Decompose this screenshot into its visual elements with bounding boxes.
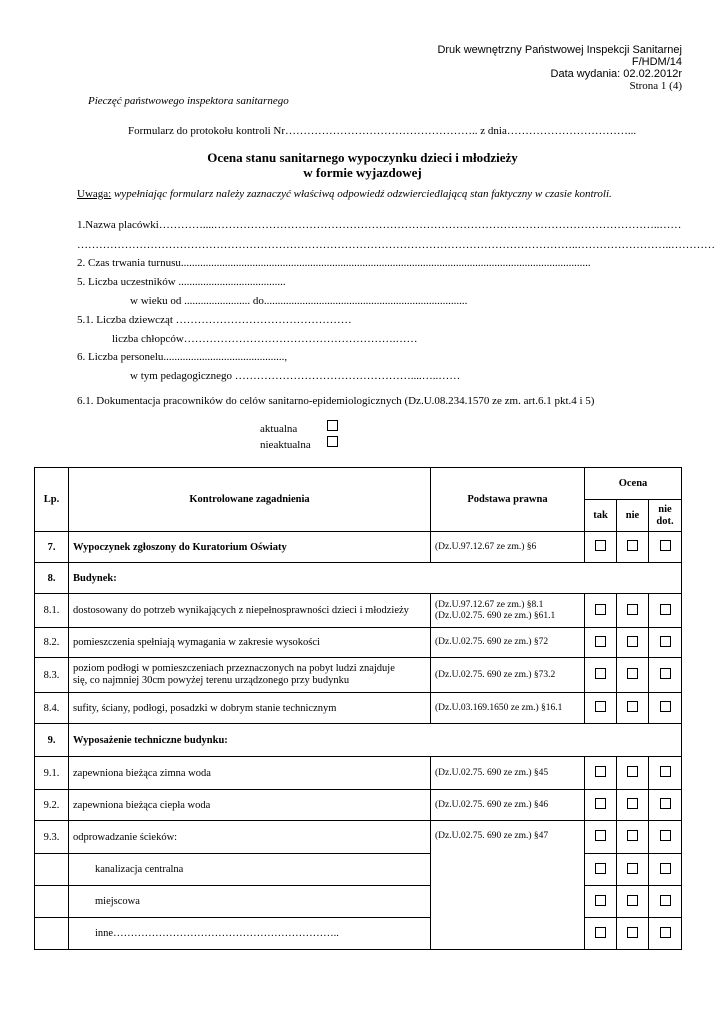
field-facility-name[interactable]: 1.Nazwa placówki…………....…………………………………………………………………………………………………………..…… [77,219,682,231]
row-issue[interactable]: inne……………………………………………………….. [69,918,431,950]
header-line-2: F/HDM/14 [631,56,682,68]
cell-na [649,532,682,563]
row-law: (Dz.U.02.75. 690 ze zm.) §45 [431,757,585,790]
checkbox-yes[interactable] [595,863,606,874]
row-lp: 8.3. [35,658,69,693]
checkbox-not-applicable[interactable] [660,604,671,615]
header-line-1: Druk wewnętrzny Państwowej Inspekcji Sanitarnej [437,44,682,56]
field-turnus-duration[interactable]: 2. Czas trwania turnusu..................................................................................................................................................... [77,257,591,269]
row-law: (Dz.U.03.169.1650 ze zm.) §16.1 [431,693,585,724]
header-issue: Kontrolowane zagadnienia [69,468,431,532]
header-not-applicable: nie dot. [649,500,682,532]
option-outdated-label: nieaktualna [260,439,311,451]
row-issue: zapewniona bieżąca ciepła woda [69,790,431,821]
checkbox-no[interactable] [627,701,638,712]
checkbox-no[interactable] [627,830,638,841]
table-row [35,693,682,724]
table-section-row [35,563,682,594]
option-current-label: aktualna [260,423,298,435]
checkbox-yes[interactable] [595,766,606,777]
row-lp: 8.1. [35,594,69,628]
header-rating: Ocena [585,468,682,500]
field-boys[interactable]: liczba chłopców………………………………………………….…… [112,333,418,345]
row-issue: kanalizacja centralna [69,854,431,886]
row-lp-empty [35,918,69,950]
row-lp: 7. [35,532,69,563]
row-law: (Dz.U.02.75. 690 ze zm.) §47 [431,821,585,950]
row-law [431,594,585,628]
row-law: (Dz.U.02.75. 690 ze zm.) §73.2 [431,658,585,693]
row-issue [69,658,431,693]
field-staff-documentation: 6.1. Dokumentacja pracowników do celów sanitarno-epidemiologicznych (Dz.U.08.234.1570 ze zm. art.6.1 pkt.4 i 5) [77,395,595,407]
row-issue: Wyposażenie techniczne budynku: [69,724,682,757]
table-row [35,594,682,628]
header-lp: Lp. [35,468,69,532]
row-law: (Dz.U.97.12.67 ze zm.) §6 [431,532,585,563]
checkbox-not-applicable[interactable] [660,668,671,679]
header-line-4: Strona 1 (4) [629,80,682,92]
row-issue: dostosowany do potrzeb wynikających z niepełnosprawności dzieci i młodzieży [69,594,431,628]
row-lp-empty [35,886,69,918]
checkbox-not-applicable[interactable] [660,927,671,938]
row-lp: 9.1. [35,757,69,790]
table-row [35,854,682,886]
table-row [35,821,682,854]
table-row [35,886,682,918]
row-law-line-2: (Dz.U.02.75. 690 ze zm.) §61.1 [435,610,556,621]
field-participants[interactable]: 5. Liczba uczestników ....................................... [77,276,286,288]
row-issue-line-2: się, co najmniej 30cm powyżej terenu urządzonego przy budynku [73,675,350,686]
table-section-row [35,724,682,757]
protocol-line: Formularz do protokołu kontroli Nr…………………………………………….. z dnia……………………………... [128,125,637,137]
row-lp: 8.2. [35,628,69,658]
row-issue: zapewniona bieżąca zimna woda [69,757,431,790]
page-title: Ocena stanu sanitarnego wypoczynku dzieci i młodzieży [207,150,518,165]
table-row [35,628,682,658]
checkbox-not-applicable[interactable] [660,540,671,551]
table-row [35,757,682,790]
row-law-line-1: (Dz.U.97.12.67 ze zm.) §8.1 [435,599,544,610]
checkbox-yes[interactable] [595,701,606,712]
doc-header [437,44,682,92]
field-facility-name-cont[interactable]: ………………………………………………………………………………………………………………………..……………………..………… [77,239,715,251]
field-age-range[interactable]: w wieku od ........................ do.......................................................................... [130,295,468,307]
checkbox-no[interactable] [627,540,638,551]
option-current-checkbox[interactable] [327,420,338,431]
row-issue-line-1: poziom podłogi w pomieszczeniach przeznaczonych na pobyt ludzi znajduje [73,663,395,674]
checkbox-not-applicable[interactable] [660,636,671,647]
field-girls[interactable]: 5.1. Liczba dziewcząt ………………………………………… [77,314,352,326]
checkbox-yes[interactable] [595,636,606,647]
field-pedagogic-staff[interactable]: w tym pedagogicznego …………………………………………....…..…… [130,370,461,382]
option-outdated-checkbox[interactable] [327,436,338,447]
checkbox-no[interactable] [627,927,638,938]
checkbox-yes[interactable] [595,798,606,809]
table-row [35,658,682,693]
page-subtitle: w formie wyjazdowej [303,165,422,180]
row-lp: 8.4. [35,693,69,724]
row-issue: miejscowa [69,886,431,918]
note-text: wypełniając formularz należy zaznaczyć właściwą odpowiedź odzwierciedlającą stan faktyczny w czasie kontroli. [111,188,612,200]
checkbox-not-applicable[interactable] [660,766,671,777]
checkbox-not-applicable[interactable] [660,701,671,712]
cell-yes [585,532,617,563]
row-issue: Budynek: [69,563,682,594]
checkbox-no[interactable] [627,604,638,615]
checkbox-no[interactable] [627,636,638,647]
row-issue: odprowadzanie ścieków: [69,821,431,854]
checkbox-not-applicable[interactable] [660,798,671,809]
row-lp: 9.2. [35,790,69,821]
checkbox-no[interactable] [627,798,638,809]
header-no: nie [617,500,649,532]
row-lp: 9. [35,724,69,757]
checkbox-no[interactable] [627,766,638,777]
stamp-label: Pieczęć państwowego inspektora sanitarnego [88,95,289,107]
checkbox-no[interactable] [627,895,638,906]
row-law: (Dz.U.02.75. 690 ze zm.) §72 [431,628,585,658]
checkbox-yes[interactable] [595,540,606,551]
table-row [35,918,682,950]
header-yes: tak [585,500,617,532]
row-lp-empty [35,854,69,886]
row-law: (Dz.U.02.75. 690 ze zm.) §46 [431,790,585,821]
checkbox-not-applicable[interactable] [660,863,671,874]
row-lp: 8. [35,563,69,594]
checkbox-yes[interactable] [595,668,606,679]
row-issue: Wypoczynek zgłoszony do Kuratorium Oświaty [69,532,431,563]
checkbox-yes[interactable] [595,604,606,615]
note [77,188,612,200]
row-lp: 9.3. [35,821,69,854]
note-label: Uwaga: [77,188,112,200]
header-law: Podstawa prawna [431,468,585,532]
row-issue: pomieszczenia spełniają wymagania w zakresie wysokości [69,628,431,658]
checkbox-no[interactable] [627,668,638,679]
checkbox-not-applicable[interactable] [660,830,671,841]
header-line-3: Data wydania: 02.02.2012r [550,68,682,80]
table-row [35,532,682,563]
cell-no [617,532,649,563]
checkbox-yes[interactable] [595,830,606,841]
checkbox-no[interactable] [627,863,638,874]
checkbox-yes[interactable] [595,927,606,938]
inspection-table [34,467,682,950]
checkbox-not-applicable[interactable] [660,895,671,906]
field-staff[interactable]: 6. Liczba personelu............................................, [77,351,288,363]
table-row [35,790,682,821]
row-issue: sufity, ściany, podłogi, posadzki w dobrym stanie technicznym [69,693,431,724]
checkbox-yes[interactable] [595,895,606,906]
